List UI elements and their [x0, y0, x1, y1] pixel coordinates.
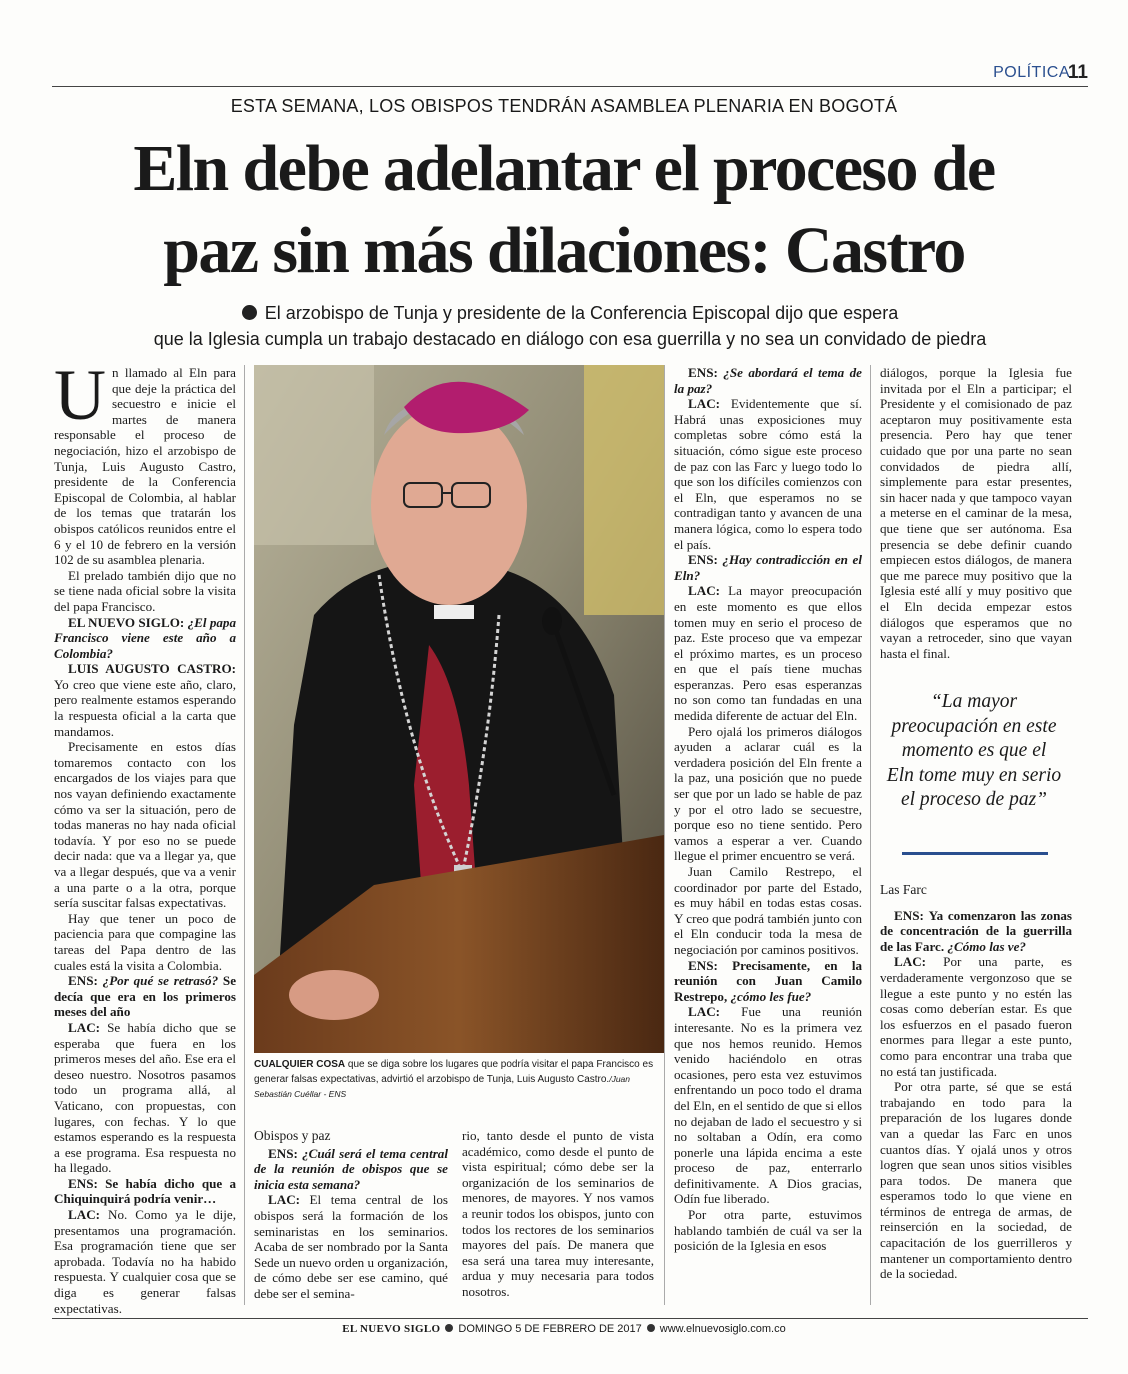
question: ENS: Ya comenzaron las zonas de concentración de la guerrilla de las Farc. ¿Cómo las ve? — [880, 907, 1072, 954]
pull-quote: “La mayor preocupación en este momento es que el Eln tome muy en serio el proceso de paz” — [886, 691, 1062, 810]
answer: LAC: El tema central de los obispos será la formación de los seminaristas en los seminarios. Acaba de ser nombrado por la Santa Sede un nuevo orden u organización, de cómo debe ser ese camino, qué debe ser el semina- — [254, 1192, 448, 1301]
answer: LAC: Se había dicho que se esperaba que fuera en los primeros meses del año. Ese era el deseo nuestro. Nosotros pasamos todo un programa allá, al Vaticano, con propuestas, con lugares, con fechas. Y lo que estamos esperando es la respuesta a ese programa. Esa respuesta no ha llegado. — [54, 1019, 236, 1176]
question: ENS: Se había dicho que a Chiquinquirá podría venir… — [54, 1175, 237, 1207]
bullet-icon — [445, 1324, 453, 1332]
paragraph: rio, tanto desde el punto de vista académico, como desde el punto de vista espiritual; cómo debe ser la organización de los seminarios de menores, de mayores. Y nos vamos a reunir todos los obispos, junto con todos los rectores de los seminarios mayores del país. De manera que esa será una tarea muy interesante, ardua y muy necesaria para todos nosotros. — [462, 1128, 654, 1299]
page-number: 11 — [1067, 62, 1088, 83]
answer: LAC: La mayor preocupación en este momento es que ellos tomen muy en serio el proceso de paz. Este proceso que va empezar el próximo martes, es un proceso en que el país tiene muchas esperanzas. Pero esas esperanzas no son como tan fundadas en una medida diferente de actuar del Eln. — [674, 583, 862, 724]
headline-line-2: paz sin más dilaciones: Castro — [163, 214, 965, 287]
column-divider — [664, 365, 665, 1305]
question: EL NUEVO SIGLO: ¿El papa Francisco viene este año a Colombia? — [54, 614, 237, 661]
article-column-5 — [880, 365, 1072, 661]
question: ENS: ¿Se abordará el tema de la paz? — [674, 365, 862, 396]
deck — [90, 300, 1050, 352]
question: ENS: ¿Por qué se retrasó? Se decía que era en los primeros meses del año — [54, 973, 237, 1020]
lead-paragraph: Un llamado al Eln para que deje la práctica del secuestro e inicie el martes de manera responsable el proceso de negociación, hizo el arzobispo de Tunja, Luis Augusto Castro, presidente de la Conferencia Episcopal de Colombia, al hablar de los temas que tratarán los obispos católicos reunidos entre el 6 y el 10 de febrero en la versión 102 de su asamblea plenaria. — [54, 355, 236, 568]
photo-caption: CUALQUIER COSA que se diga sobre los lugares que podría visitar el papa Francisco es generar falsas expectativas, advirtió el arzobispo de Tunja, Luis Augusto Castro./Juan Sebastián Cuéllar - ENS — [254, 1059, 654, 1099]
headline-line-1: Eln debe adelantar el proceso de — [133, 132, 995, 205]
article-column-2 — [254, 1128, 448, 1302]
answer: LAC: Por una parte, es verdaderamente vergonzoso que se llegue a este punto y no estén las cosas como deberían estar. Es que los esfuerzos en el pasado fueron enormes para llegar a este punto, como para encontrar una traba que no está tan justificada. — [880, 954, 1072, 1079]
bishop-photo-illustration — [254, 365, 664, 1053]
footer-rule — [52, 1318, 1088, 1319]
article-column-5-lower — [880, 882, 1072, 1282]
bullet-icon — [242, 305, 257, 320]
paragraph: Precisamente en estos días tomaremos contacto con los encargados de los viajes para que nos vayan definiendo exactamente cómo va ser la situación, pero de todas maneras no hay nada oficial todavía. Y por eso no se puede decir nada: que va a llegar ya, que va a llegar después, que va a venir a una parte o a la otra, porque sería suscitar falsas expectativas. — [54, 739, 236, 911]
deck-line-2: que la Iglesia cumpla un trabajo destacado en diálogo con esa guerrilla y no sea un convidado de piedra — [153, 329, 987, 349]
paragraph: Pero ojalá los primeros diálogos ayuden a aclarar cuál es la verdadera posición del Eln frente a la paz, una posición que no puede ser que por un lado se hable de paz y por el otro lado se secuestre, porque eso no tiene sentido. Pero vamos a esperar a ver. Cuando llegue el primer encuentro se verá. — [674, 723, 862, 864]
article-photo — [254, 365, 664, 1053]
answer: LUIS AUGUSTO CASTRO: Yo creo que viene este año, claro, pero realmente estamos esperando la respuesta oficial a la carta que mandamos. — [54, 661, 236, 739]
bullet-icon — [647, 1324, 655, 1332]
column-divider — [870, 365, 871, 1305]
answer: LAC: No. Como ya le dije, presentamos una programación. Esa programación tiene que ser aprobada. Todavía no ha habido respuesta. Y cualquier cosa que se diga es generar falsas expectativas. — [54, 1207, 236, 1316]
answer: LAC: Evidentemente que sí. Habrá unas exposiciones muy completas sobre cómo está la situación, cómo sigue este proceso de paz con las Farc y luego todo lo que son los difíciles comienzos con el Eln, que esperamos no se contradigan tanto y avancen de una manera lógica, como lo espera todo el país. — [674, 396, 862, 552]
deck-line-1: El arzobispo de Tunja y presidente de la Conferencia Episcopal dijo que espera — [90, 300, 1050, 326]
header-rule — [52, 86, 1088, 87]
spacer — [880, 898, 1072, 908]
headline — [20, 128, 1108, 292]
paragraph: Hay que tener un poco de paciencia para que compagine las tareas del Papa dentro de las cuales está la visita a Colombia. — [54, 910, 236, 973]
article-column-3 — [462, 1128, 654, 1300]
paragraph: Por otra parte, sé que se está trabajando en todo para la preparación de los lugares donde van a quedar las Farc en unos cuantos días. Y ojalá unos y otros logren que sean unos sitios visibles para todos. De manera que esperamos todo lo que viene en términos de entrega de armas, de reinserción en la sociedad, de capacitación de los guerrilleros y mantener un comportamiento dentro de la sociedad. — [880, 1079, 1072, 1282]
photo-credit: /Juan Sebastián Cuéllar - ENS — [254, 1074, 630, 1099]
paragraph: Juan Camilo Restrepo, el coordinador por parte del Estado, es muy hábil en todas estas cosas. Y creo que podrá también junto con el Eln conducir toda la mesa de negociación por caminos positivos. — [674, 864, 862, 957]
column-divider — [244, 365, 245, 1305]
article-column-1 — [54, 355, 237, 1316]
pull-quote-rule — [902, 852, 1048, 855]
paragraph: El prelado también dijo que no se tiene nada oficial sobre la visita del papa Francisco. — [54, 567, 236, 614]
answer: LAC: Fue una reunión interesante. No es la primera vez que nos hemos reunido. Hemos venido haciéndolo en otras ocasiones, pero esta vez estuvimos enfrentando un poco todo el drama del Eln, en el sentido de que si ellos no dejaban de lado el secuestro y si no soltaban a Odín, era como ponerle una lápida encima a este proceso de paz, enterrarlo definitivamente. A Dios gracias, Odín fue liberado. — [674, 1004, 863, 1207]
paragraph: diálogos, porque la Iglesia fue invitada por el Eln a participar; el Presidente y el comisionado de paz aceptaron muy positivamente esta presencia. Pero hay que tener cuidado que por una parte no sean convidados de piedra allí, simplemente para estar presentes, sin hacer nada y que tampoco vayan a meterse en el caminar de la mesa, que tiene que ser autónoma. Esa presencia se debe definir cuando empiecen estos diálogos, de manera que me parece muy positivo que la Iglesia esté allí y muy positivo que el Eln decida empezar estos diálogos que esperamos que no vayan a retroceder, sino que vayan hasta el final. — [880, 365, 1072, 661]
footer-date: DOMINGO 5 DE FEBRERO DE 2017 — [458, 1323, 642, 1335]
subhead: Las Farc — [880, 882, 927, 897]
paragraph: Por otra parte, estuvimos hablando también de cuál va ser la posición de la Iglesia en esos — [674, 1207, 862, 1254]
section-label: POLÍTICA — [993, 64, 1070, 81]
question: ENS: Precisamente, en la reunión con Juan Camilo Restrepo, ¿cómo les fue? — [674, 957, 863, 1004]
article-column-4 — [674, 365, 862, 1254]
question: ENS: ¿Cuál será el tema central de la reunión de obispos que se inicia esta semana? — [254, 1145, 448, 1192]
question: ENS: ¿Hay contradicción en el Eln? — [674, 552, 862, 583]
footer — [0, 1323, 1128, 1335]
footer-url[interactable]: www.elnuevosiglo.com.co — [659, 1323, 786, 1335]
subhead: Obispos y paz — [254, 1128, 331, 1143]
newspaper-logo: EL NUEVO SIGLO — [342, 1323, 441, 1335]
drop-cap: U — [54, 355, 106, 435]
kicker: ESTA SEMANA, LOS OBISPOS TENDRÁN ASAMBLEA PLENARIA EN BOGOTÁ — [230, 96, 898, 116]
